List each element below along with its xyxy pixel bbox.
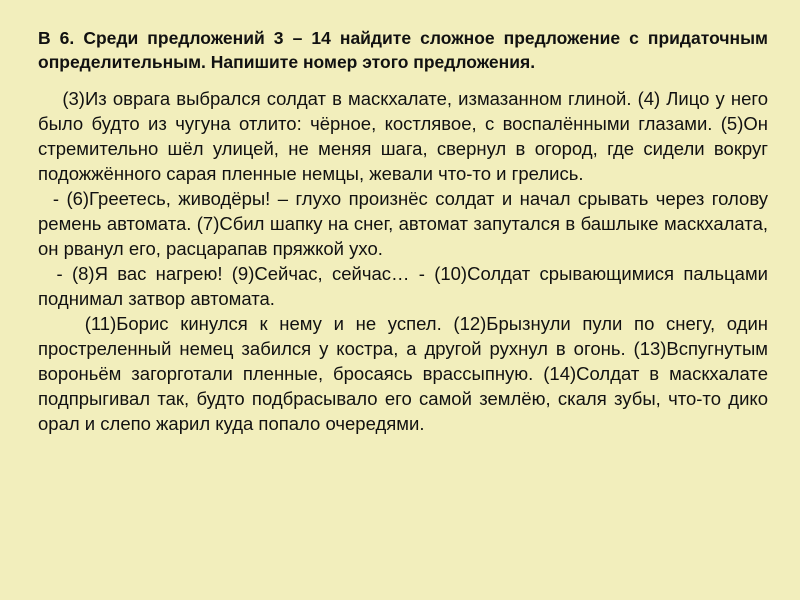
text-paragraph-4: (11)Борис кинулся к нему и не успел. (12)Брызнули пули по снегу, один простреленный немец забился у костра, а другой рухнул в огонь. (13)Вспугнутым вороньём загорготали пленные, бросаясь врассыпную. (14)Солдат в маскхалате подпрыгивал так, будто подбрасывало его самой землёю, скаля зубы, что-то дико орал и слепо жарил куда попало очередями. [38,313,768,434]
text-paragraph-1: (3)Из оврага выбрался солдат в маскхалате, измазанном глиной. (4) Лицо у него было будто из чугуна отлито: чёрное, костлявое, с воспалёнными глазами. (5)Он стремительно шёл улицей, не меняя шага, свернул в огород, где сидели вокруг подожжённого сарая пленные немцы, жевали что-то и грелись. [38,88,768,184]
text-paragraph-2: - (6)Греетесь, живодёры! – глухо произнёс солдат и начал срывать через голову ремень автомата. (7)Сбил шапку на снег, автомат запутался в башлыке маскхалата, он рванул его, расцарапав пряжкой ухо. [38,188,768,259]
task-heading: В 6. Среди предложений 3 – 14 найдите сложное предложение с придаточным определительным. Напишите номер этого предложения. [38,28,768,72]
literary-text [38,86,768,436]
slide-content [38,26,768,436]
text-paragraph-3: - (8)Я вас нагрею! (9)Сейчас, сейчас… - (10)Солдат срывающимися пальцами поднимал затвор автомата. [38,263,768,309]
